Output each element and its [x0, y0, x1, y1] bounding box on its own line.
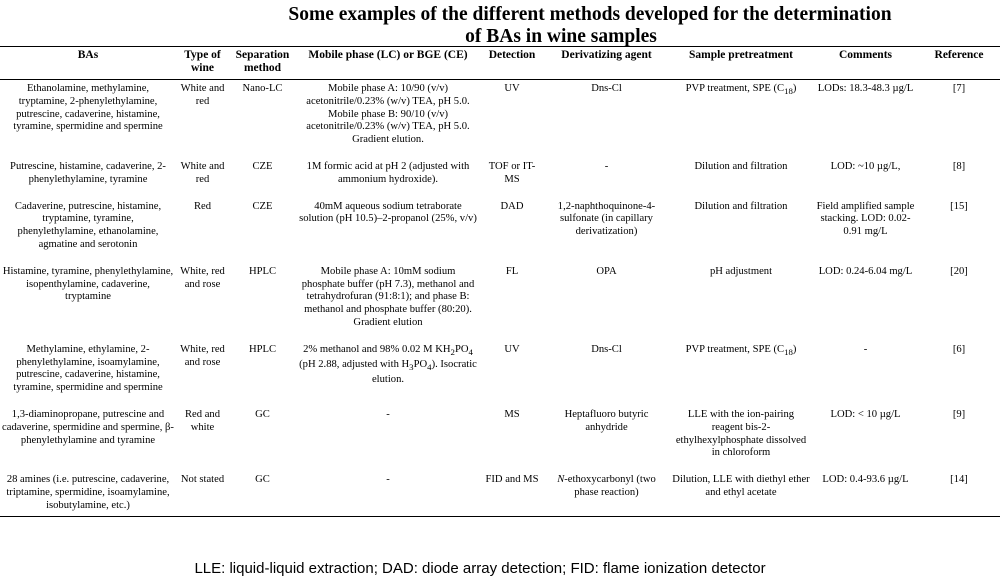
pre-text: PVP treatment, SPE (C — [685, 343, 785, 355]
col-header-wine: Type of wine — [176, 47, 229, 80]
cell-separation: Nano-LC — [242, 83, 283, 94]
cell-pretreatment: Dilution, LLE with diethyl ether and ethyl acetate — [669, 460, 813, 516]
cell-detection: FL — [505, 265, 519, 277]
mobile-sub-3: 3 — [409, 361, 414, 372]
cell-bas: Histamine, tyramine, phenylethylamine, isopenthylamine, cadaverine, tryptamine — [2, 265, 174, 303]
cell-bas: Putrescine, histamine, cadaverine, 2-phenylethylamine, tyramine — [10, 160, 166, 185]
cell-comments: LOD: < 10 µg/L — [830, 408, 901, 420]
footnote: LLE: liquid-liquid extraction; DAD: diode array detection; FID: flame ionization detector — [194, 560, 766, 577]
mobile-text: 2% methanol and 98% 0.02 M KH — [303, 343, 451, 355]
mobile-text-4: PO — [413, 358, 428, 370]
table-row — [0, 460, 1000, 516]
cell-wine: Red — [193, 200, 212, 212]
cell-mobile-phase: - — [386, 408, 390, 420]
cell-bas: 28 amines (i.e. putrescine, cadaverine, triptamine, spermidine, isoamylamine, isobutylamine, etc.) — [0, 460, 176, 516]
table-row — [0, 147, 1000, 187]
cell-derivatizing: - — [604, 160, 609, 172]
cell-reference: [8] — [952, 160, 966, 172]
cell-mobile-phase: Mobile phase A: 10/90 (v/v) acetonitrile/0.23% (w/v) TEA, pH 5.0. Mobile phase B: 90/10 (v/v) acetonitrile/0.23% (w/v) TEA, pH 5.0. Gradient elution. — [306, 83, 470, 146]
title-line-1: Some examples of the different methods developed for the determination — [288, 4, 892, 25]
cell-separation: CZE — [252, 160, 273, 172]
cell-mobile-phase: 40mM aqueous sodium tetraborate solution (pH 10.5)–2-propanol (25%, v/v) — [299, 200, 477, 225]
cell-derivatizing: Dns-Cl — [591, 343, 622, 355]
col-header-reference: Reference — [918, 47, 1000, 80]
col-header-derivatizing: Derivatizing agent — [544, 47, 669, 80]
table-row — [0, 395, 1000, 460]
mobile-sub-1: 2 — [450, 346, 455, 357]
cell-wine: White, red and rose — [180, 265, 225, 290]
cell-reference: [20] — [950, 265, 968, 277]
pre-text: PVP treatment, SPE (C — [685, 83, 785, 94]
cell-reference: [6] — [952, 343, 966, 355]
cell-mobile-phase — [296, 330, 480, 395]
cell-wine: White and red — [180, 160, 225, 185]
cell-bas: Methylamine, ethylamine, 2-phenylethylamine, isoamylamine, putrescine, cadaverine, histamine, tyramine, spermidine and spermine — [13, 343, 163, 394]
cell-separation: GC — [229, 460, 296, 516]
deriv-text: -ethoxycarbonyl (two phase reaction) — [564, 474, 656, 498]
table-row — [0, 330, 1000, 395]
cell-wine: White and red — [180, 83, 225, 107]
cell-reference: [9] — [952, 408, 966, 420]
col-header-mobile-phase: Mobile phase (LC) or BGE (CE) — [296, 47, 480, 80]
col-header-separation: Separation method — [229, 47, 296, 80]
cell-detection: UV — [504, 83, 520, 94]
col-header-bas: BAs — [0, 47, 176, 80]
cell-pretreatment — [669, 80, 813, 147]
table-row — [0, 187, 1000, 252]
table-title — [180, 4, 1000, 48]
header-row — [0, 47, 1000, 80]
cell-detection: DAD — [500, 200, 524, 212]
cell-pretreatment — [669, 330, 813, 395]
cell-detection: TOF or IT-MS — [488, 160, 536, 185]
cell-derivatizing: Dns-Cl — [591, 83, 622, 94]
cell-pretreatment: Dilution and filtration — [694, 200, 788, 212]
cell-detection: FID and MS — [480, 460, 544, 516]
cell-separation: HPLC — [248, 265, 277, 277]
cell-wine: Red and white — [184, 408, 220, 433]
cell-mobile-phase: Mobile phase A: 10mM sodium phosphate buffer (pH 7.3), methanol and tetrahydrofuran (91:8:1); and phase B: methanol and phosphate buffer (80:20). Gradient elution — [301, 265, 475, 328]
pre-close: ) — [792, 343, 797, 355]
cell-wine: White, red and rose — [180, 343, 225, 368]
cell-mobile-phase: - — [296, 460, 480, 516]
cell-pretreatment: pH adjustment — [709, 265, 773, 277]
cell-pretreatment: LLE with the ion-pairing reagent bis-2-ethylhexylphosphate dissolved in chloroform — [675, 408, 807, 459]
cell-comments: LOD: 0.24-6.04 mg/L — [818, 265, 913, 277]
cell-reference: [15] — [950, 200, 968, 212]
cell-separation: CZE — [252, 200, 273, 212]
col-header-detection: Detection — [480, 47, 544, 80]
table-row — [0, 80, 1000, 147]
cell-derivatizing: Heptafluoro butyric anhydride — [564, 408, 649, 433]
cell-comments: LODs: 18.3-48.3 µg/L — [817, 83, 914, 94]
cell-comments: Field amplified sample stacking. LOD: 0.02-0.91 mg/L — [816, 200, 915, 238]
mobile-text-3: (pH 2.88, adjusted with H — [299, 358, 410, 370]
pre-close: ) — [792, 83, 797, 94]
table-row — [0, 252, 1000, 330]
cell-reference: [14] — [918, 460, 1000, 516]
cell-derivatizing — [544, 460, 669, 516]
cell-bas: Cadaverine, putrescine, histamine, tryptamine, tyramine, phenylethylamine, ethanolamine, agmatine and serotonin — [14, 200, 162, 250]
cell-bas: 1,3-diaminopropane, putrescine and cadaverine, spermidine and spermine, β-phenylethylamine and tyramine — [2, 408, 174, 446]
pre-subscript: 18 — [784, 346, 793, 357]
methods-table — [0, 46, 1000, 517]
pre-subscript: 18 — [784, 86, 793, 97]
cell-reference: [7] — [952, 83, 966, 94]
cell-separation: HPLC — [248, 343, 277, 355]
mobile-sub-4: 4 — [427, 361, 432, 372]
mobile-text-2: PO — [454, 343, 469, 355]
cell-mobile-phase: 1M formic acid at pH 2 (adjusted with ammonium hydroxide). — [306, 160, 470, 185]
cell-detection: MS — [504, 408, 520, 420]
cell-comments: LOD: 0.4-93.6 µg/L — [813, 460, 918, 516]
cell-derivatizing: 1,2-naphthoquinone-4-sulfonate (in capillary derivatization) — [557, 200, 656, 238]
col-header-comments: Comments — [813, 47, 918, 80]
cell-derivatizing: OPA — [596, 265, 617, 277]
mobile-text-5: ). Isocratic elution. — [371, 358, 477, 385]
cell-separation: GC — [255, 408, 270, 420]
cell-wine: Not stated — [176, 460, 229, 516]
col-header-pretreatment: Sample pretreatment — [669, 47, 813, 80]
deriv-italic: N — [557, 474, 565, 486]
cell-pretreatment: Dilution and filtration — [694, 160, 788, 172]
cell-comments: LOD: ~10 µg/L, — [830, 160, 901, 172]
mobile-sub-2: 4 — [468, 346, 473, 357]
cell-detection: UV — [504, 343, 520, 355]
cell-comments: - — [863, 343, 868, 355]
cell-bas: Ethanolamine, methylamine, tryptamine, 2-phenylethylamine, putrescine, cadaverine, histamine, tyramine, spermidine and spermine — [13, 83, 163, 133]
title-line-2: of BAs in wine samples — [465, 26, 657, 47]
